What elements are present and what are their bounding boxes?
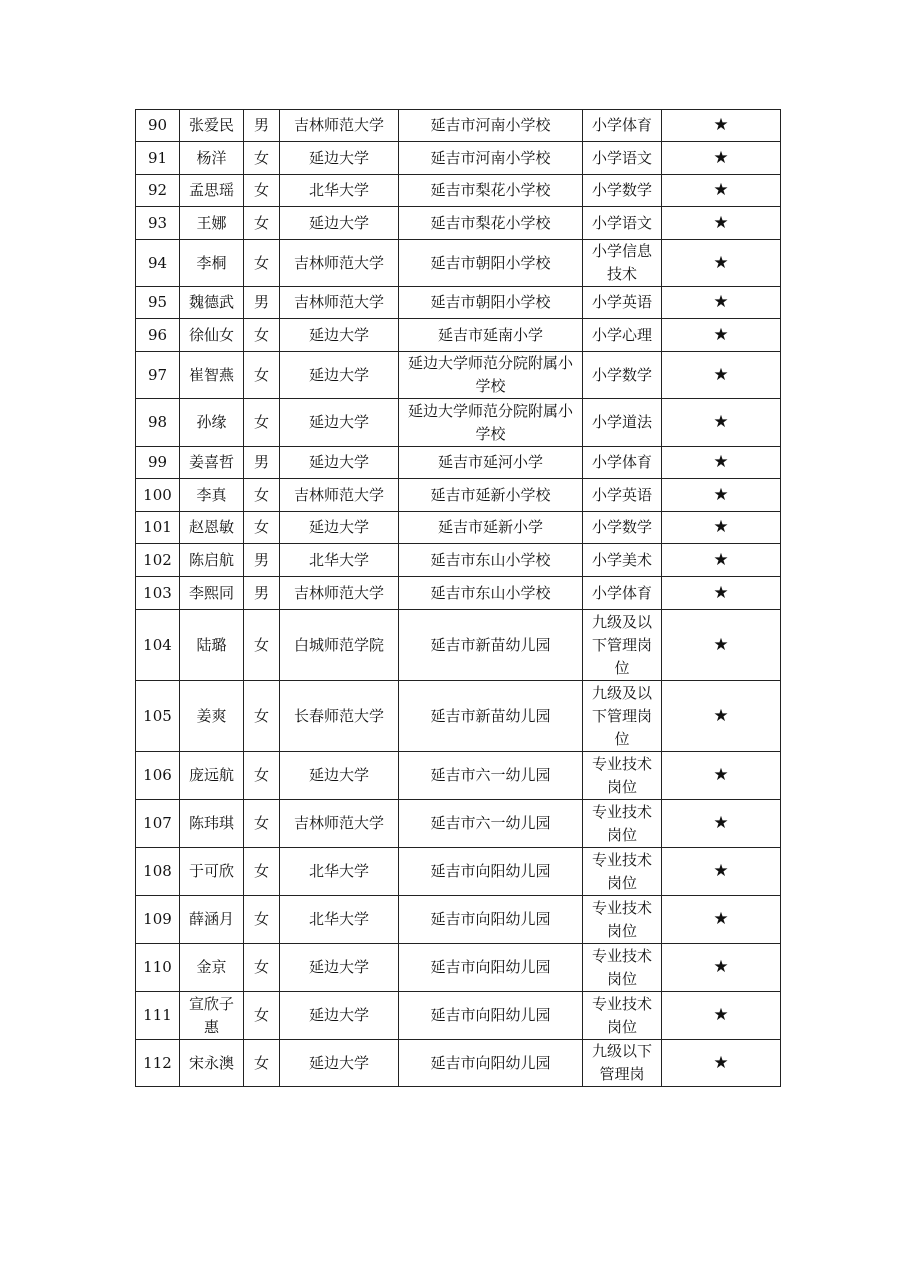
mark-cell: ★ bbox=[662, 175, 781, 207]
mark-cell: ★ bbox=[662, 319, 781, 352]
gender-cell: 女 bbox=[244, 479, 280, 512]
school-cell: 北华大学 bbox=[280, 544, 399, 577]
school-cell: 延边大学 bbox=[280, 142, 399, 175]
table-row bbox=[136, 544, 781, 577]
gender-cell: 女 bbox=[244, 352, 280, 399]
row-number: 98 bbox=[136, 399, 180, 447]
post-cell: 专业技术岗位 bbox=[583, 848, 662, 896]
mark-cell: ★ bbox=[662, 544, 781, 577]
post-cell: 小学体育 bbox=[583, 577, 662, 610]
mark-cell: ★ bbox=[662, 896, 781, 944]
school-cell: 吉林师范大学 bbox=[280, 800, 399, 848]
school-cell: 延边大学 bbox=[280, 399, 399, 447]
row-number: 99 bbox=[136, 447, 180, 479]
name-cell: 赵恩敏 bbox=[180, 512, 244, 544]
unit-cell: 延吉市向阳幼儿园 bbox=[399, 1040, 583, 1087]
unit-cell: 延吉市向阳幼儿园 bbox=[399, 944, 583, 992]
unit-cell: 延吉市河南小学校 bbox=[399, 142, 583, 175]
post-cell: 小学体育 bbox=[583, 447, 662, 479]
name-cell: 孙缘 bbox=[180, 399, 244, 447]
school-cell: 长春师范大学 bbox=[280, 681, 399, 752]
unit-cell: 延吉市新苗幼儿园 bbox=[399, 610, 583, 681]
table-row bbox=[136, 399, 781, 447]
name-cell: 庞远航 bbox=[180, 752, 244, 800]
post-cell: 小学语文 bbox=[583, 142, 662, 175]
row-number: 109 bbox=[136, 896, 180, 944]
mark-cell: ★ bbox=[662, 142, 781, 175]
post-cell: 小学信息技术 bbox=[583, 240, 662, 287]
table-row bbox=[136, 207, 781, 240]
gender-cell: 女 bbox=[244, 207, 280, 240]
name-cell: 宣欣子惠 bbox=[180, 992, 244, 1040]
row-number: 95 bbox=[136, 287, 180, 319]
unit-cell: 延吉市朝阳小学校 bbox=[399, 287, 583, 319]
unit-cell: 延吉市六一幼儿园 bbox=[399, 800, 583, 848]
mark-cell: ★ bbox=[662, 479, 781, 512]
table-row bbox=[136, 110, 781, 142]
mark-cell: ★ bbox=[662, 848, 781, 896]
post-cell: 专业技术岗位 bbox=[583, 944, 662, 992]
row-number: 107 bbox=[136, 800, 180, 848]
post-cell: 小学数学 bbox=[583, 175, 662, 207]
unit-cell: 延吉市梨花小学校 bbox=[399, 175, 583, 207]
table-row bbox=[136, 944, 781, 992]
post-cell: 小学语文 bbox=[583, 207, 662, 240]
post-cell: 小学美术 bbox=[583, 544, 662, 577]
name-cell: 陈启航 bbox=[180, 544, 244, 577]
name-cell: 陆璐 bbox=[180, 610, 244, 681]
row-number: 96 bbox=[136, 319, 180, 352]
school-cell: 北华大学 bbox=[280, 848, 399, 896]
mark-cell: ★ bbox=[662, 1040, 781, 1087]
roster-body bbox=[136, 110, 781, 1087]
name-cell: 薛涵月 bbox=[180, 896, 244, 944]
post-cell: 小学数学 bbox=[583, 512, 662, 544]
row-number: 110 bbox=[136, 944, 180, 992]
post-cell: 小学体育 bbox=[583, 110, 662, 142]
post-cell: 九级及以下管理岗位 bbox=[583, 610, 662, 681]
table-row bbox=[136, 681, 781, 752]
table-row bbox=[136, 896, 781, 944]
post-cell: 小学英语 bbox=[583, 479, 662, 512]
unit-cell: 延吉市向阳幼儿园 bbox=[399, 848, 583, 896]
school-cell: 延边大学 bbox=[280, 1040, 399, 1087]
gender-cell: 女 bbox=[244, 512, 280, 544]
school-cell: 吉林师范大学 bbox=[280, 110, 399, 142]
gender-cell: 女 bbox=[244, 752, 280, 800]
gender-cell: 男 bbox=[244, 577, 280, 610]
mark-cell: ★ bbox=[662, 752, 781, 800]
mark-cell: ★ bbox=[662, 610, 781, 681]
unit-cell: 延边大学师范分院附属小学校 bbox=[399, 399, 583, 447]
table-row bbox=[136, 447, 781, 479]
row-number: 106 bbox=[136, 752, 180, 800]
school-cell: 吉林师范大学 bbox=[280, 479, 399, 512]
table-row bbox=[136, 992, 781, 1040]
post-cell: 专业技术岗位 bbox=[583, 992, 662, 1040]
mark-cell: ★ bbox=[662, 447, 781, 479]
school-cell: 吉林师范大学 bbox=[280, 577, 399, 610]
gender-cell: 女 bbox=[244, 319, 280, 352]
row-number: 100 bbox=[136, 479, 180, 512]
school-cell: 北华大学 bbox=[280, 896, 399, 944]
gender-cell: 男 bbox=[244, 544, 280, 577]
gender-cell: 女 bbox=[244, 992, 280, 1040]
table-row bbox=[136, 240, 781, 287]
unit-cell: 延吉市梨花小学校 bbox=[399, 207, 583, 240]
gender-cell: 女 bbox=[244, 1040, 280, 1087]
school-cell: 延边大学 bbox=[280, 512, 399, 544]
row-number: 101 bbox=[136, 512, 180, 544]
mark-cell: ★ bbox=[662, 681, 781, 752]
school-cell: 吉林师范大学 bbox=[280, 240, 399, 287]
gender-cell: 女 bbox=[244, 681, 280, 752]
name-cell: 陈玮琪 bbox=[180, 800, 244, 848]
mark-cell: ★ bbox=[662, 800, 781, 848]
row-number: 91 bbox=[136, 142, 180, 175]
post-cell: 小学道法 bbox=[583, 399, 662, 447]
mark-cell: ★ bbox=[662, 512, 781, 544]
name-cell: 李桐 bbox=[180, 240, 244, 287]
table-row bbox=[136, 352, 781, 399]
post-cell: 专业技术岗位 bbox=[583, 896, 662, 944]
row-number: 108 bbox=[136, 848, 180, 896]
name-cell: 魏德武 bbox=[180, 287, 244, 319]
name-cell: 姜爽 bbox=[180, 681, 244, 752]
row-number: 97 bbox=[136, 352, 180, 399]
name-cell: 杨洋 bbox=[180, 142, 244, 175]
mark-cell: ★ bbox=[662, 110, 781, 142]
gender-cell: 女 bbox=[244, 610, 280, 681]
table-row bbox=[136, 577, 781, 610]
roster-table bbox=[135, 109, 781, 1087]
table-row bbox=[136, 287, 781, 319]
row-number: 92 bbox=[136, 175, 180, 207]
row-number: 90 bbox=[136, 110, 180, 142]
post-cell: 小学数学 bbox=[583, 352, 662, 399]
school-cell: 延边大学 bbox=[280, 207, 399, 240]
name-cell: 姜喜哲 bbox=[180, 447, 244, 479]
gender-cell: 女 bbox=[244, 848, 280, 896]
mark-cell: ★ bbox=[662, 352, 781, 399]
mark-cell: ★ bbox=[662, 207, 781, 240]
unit-cell: 延吉市东山小学校 bbox=[399, 544, 583, 577]
name-cell: 崔智燕 bbox=[180, 352, 244, 399]
row-number: 112 bbox=[136, 1040, 180, 1087]
unit-cell: 延吉市六一幼儿园 bbox=[399, 752, 583, 800]
school-cell: 北华大学 bbox=[280, 175, 399, 207]
post-cell: 专业技术岗位 bbox=[583, 752, 662, 800]
school-cell: 延边大学 bbox=[280, 944, 399, 992]
name-cell: 李真 bbox=[180, 479, 244, 512]
gender-cell: 女 bbox=[244, 800, 280, 848]
table-row bbox=[136, 752, 781, 800]
unit-cell: 延吉市新苗幼儿园 bbox=[399, 681, 583, 752]
unit-cell: 延吉市延新小学 bbox=[399, 512, 583, 544]
unit-cell: 延吉市向阳幼儿园 bbox=[399, 992, 583, 1040]
table-row bbox=[136, 610, 781, 681]
unit-cell: 延吉市河南小学校 bbox=[399, 110, 583, 142]
row-number: 102 bbox=[136, 544, 180, 577]
table-row bbox=[136, 800, 781, 848]
row-number: 103 bbox=[136, 577, 180, 610]
table-row bbox=[136, 1040, 781, 1087]
gender-cell: 女 bbox=[244, 944, 280, 992]
unit-cell: 延吉市朝阳小学校 bbox=[399, 240, 583, 287]
gender-cell: 女 bbox=[244, 142, 280, 175]
name-cell: 于可欣 bbox=[180, 848, 244, 896]
unit-cell: 延吉市东山小学校 bbox=[399, 577, 583, 610]
table-row bbox=[136, 848, 781, 896]
name-cell: 张爱民 bbox=[180, 110, 244, 142]
row-number: 94 bbox=[136, 240, 180, 287]
school-cell: 延边大学 bbox=[280, 447, 399, 479]
table-row bbox=[136, 512, 781, 544]
gender-cell: 男 bbox=[244, 287, 280, 319]
unit-cell: 延吉市延南小学 bbox=[399, 319, 583, 352]
row-number: 111 bbox=[136, 992, 180, 1040]
gender-cell: 女 bbox=[244, 175, 280, 207]
name-cell: 金京 bbox=[180, 944, 244, 992]
school-cell: 延边大学 bbox=[280, 319, 399, 352]
name-cell: 李熙同 bbox=[180, 577, 244, 610]
post-cell: 专业技术岗位 bbox=[583, 800, 662, 848]
unit-cell: 延边大学师范分院附属小学校 bbox=[399, 352, 583, 399]
school-cell: 延边大学 bbox=[280, 352, 399, 399]
mark-cell: ★ bbox=[662, 287, 781, 319]
post-cell: 九级以下管理岗 bbox=[583, 1040, 662, 1087]
gender-cell: 女 bbox=[244, 896, 280, 944]
gender-cell: 女 bbox=[244, 240, 280, 287]
table-row bbox=[136, 142, 781, 175]
post-cell: 九级及以下管理岗位 bbox=[583, 681, 662, 752]
school-cell: 延边大学 bbox=[280, 992, 399, 1040]
gender-cell: 女 bbox=[244, 399, 280, 447]
name-cell: 宋永澳 bbox=[180, 1040, 244, 1087]
row-number: 104 bbox=[136, 610, 180, 681]
mark-cell: ★ bbox=[662, 577, 781, 610]
row-number: 93 bbox=[136, 207, 180, 240]
post-cell: 小学心理 bbox=[583, 319, 662, 352]
school-cell: 延边大学 bbox=[280, 752, 399, 800]
name-cell: 王娜 bbox=[180, 207, 244, 240]
mark-cell: ★ bbox=[662, 944, 781, 992]
table-row bbox=[136, 175, 781, 207]
table-row bbox=[136, 319, 781, 352]
row-number: 105 bbox=[136, 681, 180, 752]
unit-cell: 延吉市延新小学校 bbox=[399, 479, 583, 512]
name-cell: 徐仙女 bbox=[180, 319, 244, 352]
school-cell: 白城师范学院 bbox=[280, 610, 399, 681]
school-cell: 吉林师范大学 bbox=[280, 287, 399, 319]
table-row bbox=[136, 479, 781, 512]
unit-cell: 延吉市延河小学 bbox=[399, 447, 583, 479]
mark-cell: ★ bbox=[662, 399, 781, 447]
mark-cell: ★ bbox=[662, 240, 781, 287]
name-cell: 孟思瑶 bbox=[180, 175, 244, 207]
unit-cell: 延吉市向阳幼儿园 bbox=[399, 896, 583, 944]
gender-cell: 男 bbox=[244, 447, 280, 479]
post-cell: 小学英语 bbox=[583, 287, 662, 319]
gender-cell: 男 bbox=[244, 110, 280, 142]
mark-cell: ★ bbox=[662, 992, 781, 1040]
